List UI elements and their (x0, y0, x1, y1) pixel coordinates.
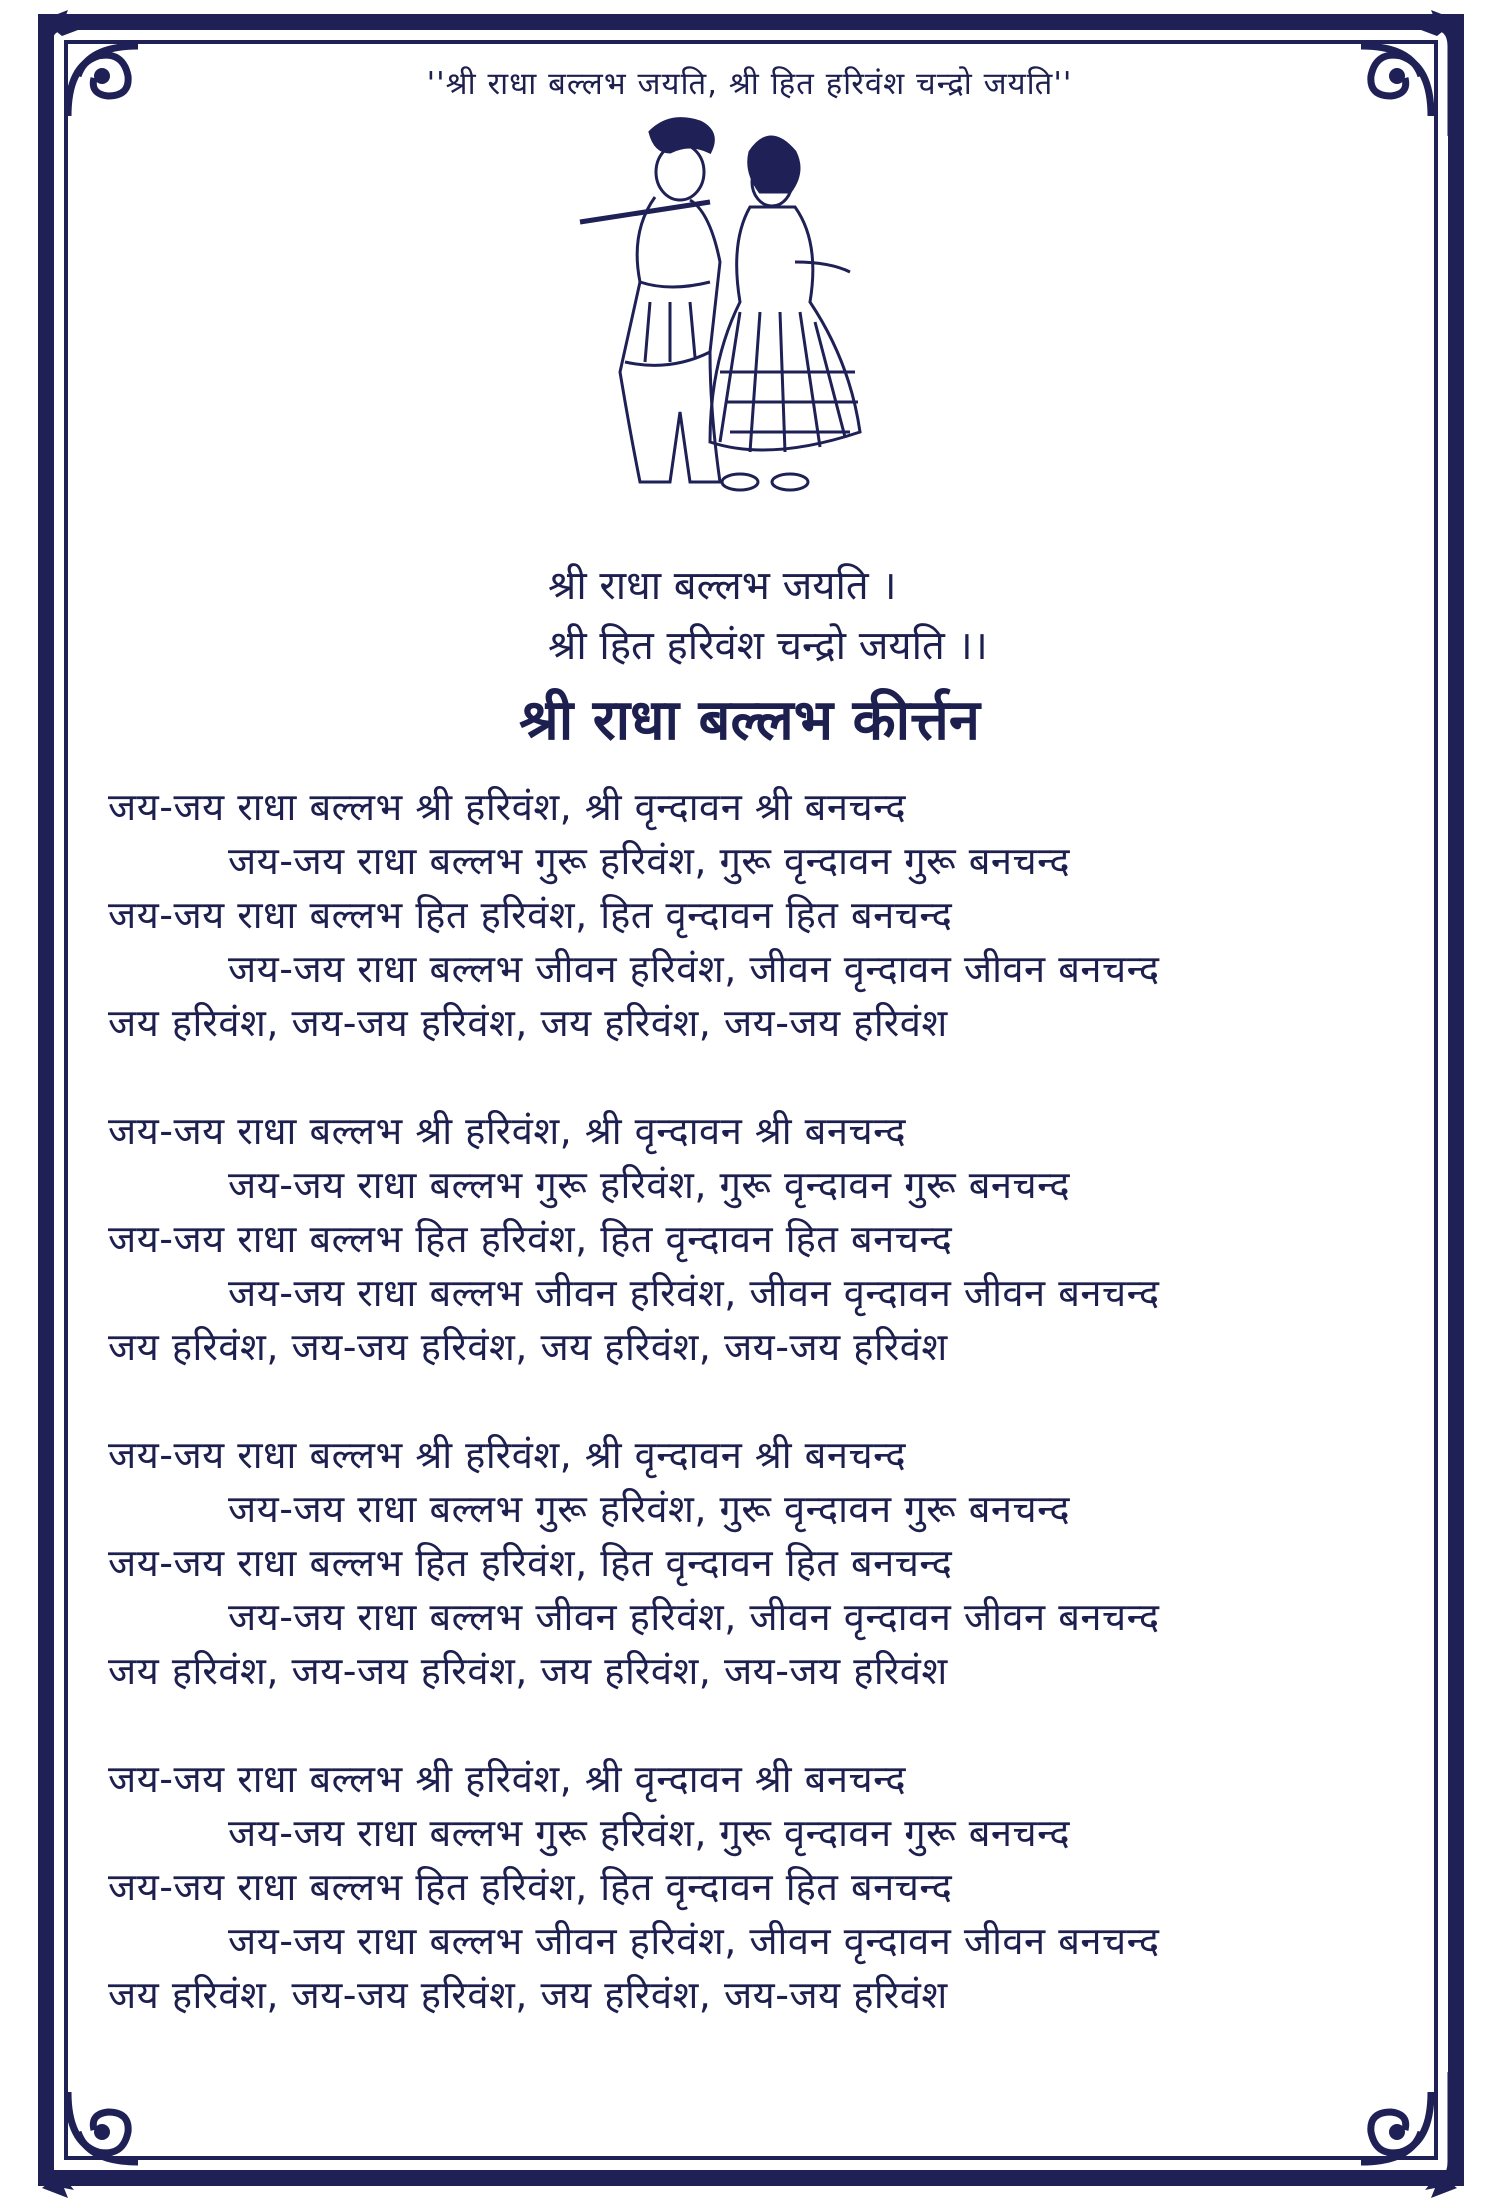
verse-line: जय-जय राधा बल्लभ श्री हरिवंश, श्री वृन्दावन श्री बनचन्द (108, 1433, 907, 1477)
corner-ornament-icon (28, 2062, 168, 2202)
verse-line: जय-जय राधा बल्लभ जीवन हरिवंश, जीवन वृन्दावन जीवन बनचन्द (228, 1919, 1160, 1963)
verse-line: जय-जय राधा बल्लभ गुरू हरिवंश, गुरू वृन्दावन गुरू बनचन्द (228, 1811, 1071, 1855)
verse-line: जय हरिवंश, जय-जय हरिवंश, जय हरिवंश, जय-जय हरिवंश (108, 1649, 948, 1693)
stanza (108, 1428, 1428, 1698)
verse-line: जय हरिवंश, जय-जय हरिवंश, जय हरिवंश, जय-जय हरिवंश (108, 1325, 948, 1369)
verse-line: जय-जय राधा बल्लभ हित हरिवंश, हित वृन्दावन हित बनचन्द (108, 893, 953, 937)
verse-line: जय-जय राधा बल्लभ जीवन हरिवंश, जीवन वृन्दावन जीवन बनचन्द (228, 947, 1160, 991)
verse-line: जय-जय राधा बल्लभ गुरू हरिवंश, गुरू वृन्दावन गुरू बनचन्द (228, 1163, 1071, 1207)
verse-line: जय-जय राधा बल्लभ हित हरिवंश, हित वृन्दावन हित बनचन्द (108, 1865, 953, 1909)
radha-krishna-icon (560, 112, 880, 502)
stanza (108, 780, 1428, 1050)
verse-line: जय हरिवंश, जय-जय हरिवंश, जय हरिवंश, जय-जय हरिवंश (108, 1973, 948, 2017)
mantra-line-1: श्री राधा बल्लभ जयति । (548, 563, 897, 609)
verse-line: जय-जय राधा बल्लभ गुरू हरिवंश, गुरू वृन्दावन गुरू बनचन्द (228, 839, 1071, 883)
verse-line: जय-जय राधा बल्लभ जीवन हरिवंश, जीवन वृन्दावन जीवन बनचन्द (228, 1271, 1160, 1315)
corner-ornament-icon (1331, 2062, 1471, 2202)
stanza (108, 1104, 1428, 1374)
verse-line: जय-जय राधा बल्लभ हित हरिवंश, हित वृन्दावन हित बनचन्द (108, 1541, 953, 1585)
verse-line: जय-जय राधा बल्लभ श्री हरिवंश, श्री वृन्दावन श्री बनचन्द (108, 1757, 907, 1801)
stanza (108, 1752, 1428, 2022)
verse-line: जय-जय राधा बल्लभ श्री हरिवंश, श्री वृन्दावन श्री बनचन्द (108, 785, 907, 829)
verse-line: जय-जय राधा बल्लभ जीवन हरिवंश, जीवन वृन्दावन जीवन बनचन्द (228, 1595, 1160, 1639)
verses (108, 780, 1428, 2076)
verse-line: जय-जय राधा बल्लभ श्री हरिवंश, श्री वृन्दावन श्री बनचन्द (108, 1109, 907, 1153)
page-title: श्री राधा बल्लभ कीर्त्तन (519, 688, 980, 753)
verse-line: जय हरिवंश, जय-जय हरिवंश, जय हरिवंश, जय-जय हरिवंश (108, 1001, 948, 1045)
verse-line: जय-जय राधा बल्लभ गुरू हरिवंश, गुरू वृन्दावन गुरू बनचन्द (228, 1487, 1071, 1531)
verse-line: जय-जय राधा बल्लभ हित हरिवंश, हित वृन्दावन हित बनचन्द (108, 1217, 953, 1261)
header-quote: ''श्री राधा बल्लभ जयति, श्री हित हरिवंश चन्द्रो जयति'' (426, 66, 1073, 102)
mantra-line-2: श्री हित हरिवंश चन्द्रो जयति ।। (548, 623, 988, 669)
